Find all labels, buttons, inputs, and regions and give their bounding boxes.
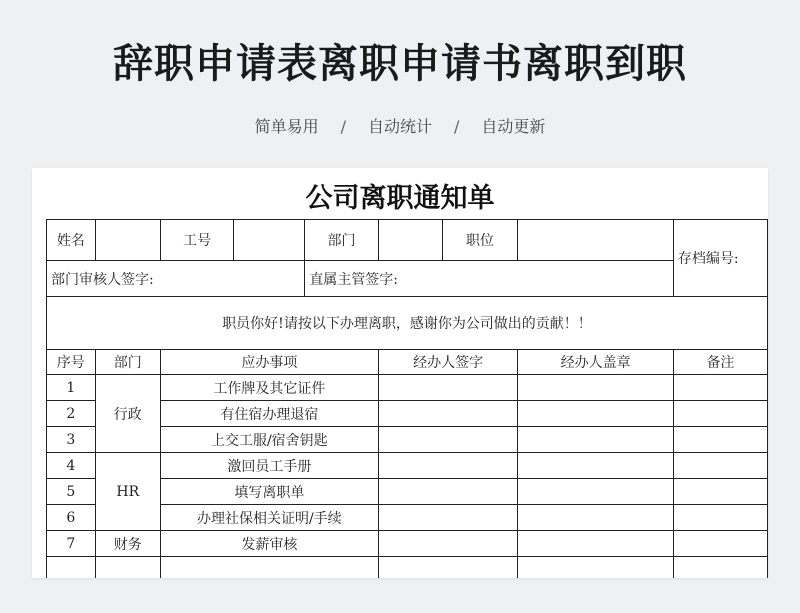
- name-label: 姓名: [47, 220, 96, 261]
- row-number: 6: [47, 505, 96, 531]
- task-cell: 发薪审核: [160, 531, 378, 557]
- resignation-form-table: [46, 219, 768, 578]
- department-label: 部门: [305, 220, 378, 261]
- remarks-cell[interactable]: [673, 505, 767, 531]
- row-number: 4: [47, 453, 96, 479]
- tag-auto-stats: 自动统计: [367, 117, 432, 136]
- table-row: [47, 557, 768, 579]
- remarks-cell[interactable]: [673, 453, 767, 479]
- info-row: [47, 220, 768, 261]
- table-row: [47, 375, 768, 401]
- row-number: 7: [47, 531, 96, 557]
- dept-cell-hr: HR: [95, 453, 160, 531]
- dept-cell-admin: 行政: [95, 375, 160, 453]
- handler-stamp-cell[interactable]: [518, 505, 673, 531]
- task-cell: 激回员工手册: [160, 453, 378, 479]
- name-field[interactable]: [95, 220, 160, 261]
- form-title: 公司离职通知单: [305, 183, 495, 214]
- col-header-remarks: 备注: [673, 350, 767, 375]
- handler-stamp-cell[interactable]: [518, 479, 673, 505]
- page-title: 辞职申请表离职申请书离职到职: [113, 41, 687, 87]
- remarks-cell[interactable]: [673, 401, 767, 427]
- remarks-cell[interactable]: [673, 479, 767, 505]
- notice-text: 职员你好!请按以下办理离职，感谢你为公司做出的贡献！！: [47, 297, 768, 350]
- signature-row: [47, 261, 768, 297]
- archive-number-label: 存档编号:: [677, 251, 739, 267]
- handler-signature-cell[interactable]: [378, 401, 518, 427]
- remarks-cell[interactable]: [673, 427, 767, 453]
- row-number: 2: [47, 401, 96, 427]
- col-header-handler-stamp: 经办人盖章: [518, 350, 673, 375]
- col-header-handler-sign: 经办人签字: [378, 350, 518, 375]
- task-cell: 有住宿办理退宿: [160, 401, 378, 427]
- tag-easy-to-use: 简单易用: [254, 117, 319, 136]
- table-row: [47, 453, 768, 479]
- handler-signature-cell[interactable]: [378, 505, 518, 531]
- task-cell: 工作牌及其它证件: [160, 375, 378, 401]
- handler-stamp-cell[interactable]: [518, 531, 673, 557]
- department-field[interactable]: [378, 220, 442, 261]
- handler-stamp-cell[interactable]: [518, 427, 673, 453]
- col-header-task: 应办事项: [160, 350, 378, 375]
- handler-stamp-cell[interactable]: [518, 375, 673, 401]
- task-cell: 上交工服/宿舍钥匙: [160, 427, 378, 453]
- remarks-cell[interactable]: [673, 531, 767, 557]
- position-label: 职位: [442, 220, 518, 261]
- position-field[interactable]: [518, 220, 673, 261]
- feature-tags: [0, 114, 800, 137]
- tag-separator: /: [454, 117, 460, 136]
- table-row: [47, 531, 768, 557]
- form-sheet: [32, 168, 768, 578]
- handler-signature-cell[interactable]: [378, 453, 518, 479]
- tag-auto-update: 自动更新: [481, 117, 546, 136]
- handler-signature-cell[interactable]: [378, 427, 518, 453]
- handler-signature-cell[interactable]: [378, 531, 518, 557]
- table-header-row: [47, 350, 768, 375]
- handler-signature-cell[interactable]: [378, 479, 518, 505]
- row-number: 1: [47, 375, 96, 401]
- task-cell: 填写离职单: [160, 479, 378, 505]
- col-header-no: 序号: [47, 350, 96, 375]
- col-header-dept: 部门: [95, 350, 160, 375]
- row-number: 5: [47, 479, 96, 505]
- dept-reviewer-signature-label: 部门审核人签字:: [51, 271, 154, 288]
- tag-separator: /: [340, 117, 346, 136]
- archive-number-field[interactable]: [673, 220, 767, 297]
- row-number: 3: [47, 427, 96, 453]
- employee-no-label: 工号: [160, 220, 233, 261]
- handler-stamp-cell[interactable]: [518, 401, 673, 427]
- task-cell: 办理社保相关证明/手续: [160, 505, 378, 531]
- notice-row: [47, 297, 768, 350]
- dept-cell-finance: 财务: [95, 531, 160, 557]
- handler-signature-cell[interactable]: [378, 375, 518, 401]
- dept-reviewer-signature-field[interactable]: [47, 261, 305, 297]
- supervisor-signature-label: 直属主管签字:: [309, 271, 399, 288]
- supervisor-signature-field[interactable]: [305, 261, 674, 297]
- employee-no-field[interactable]: [234, 220, 305, 261]
- handler-stamp-cell[interactable]: [518, 453, 673, 479]
- remarks-cell[interactable]: [673, 375, 767, 401]
